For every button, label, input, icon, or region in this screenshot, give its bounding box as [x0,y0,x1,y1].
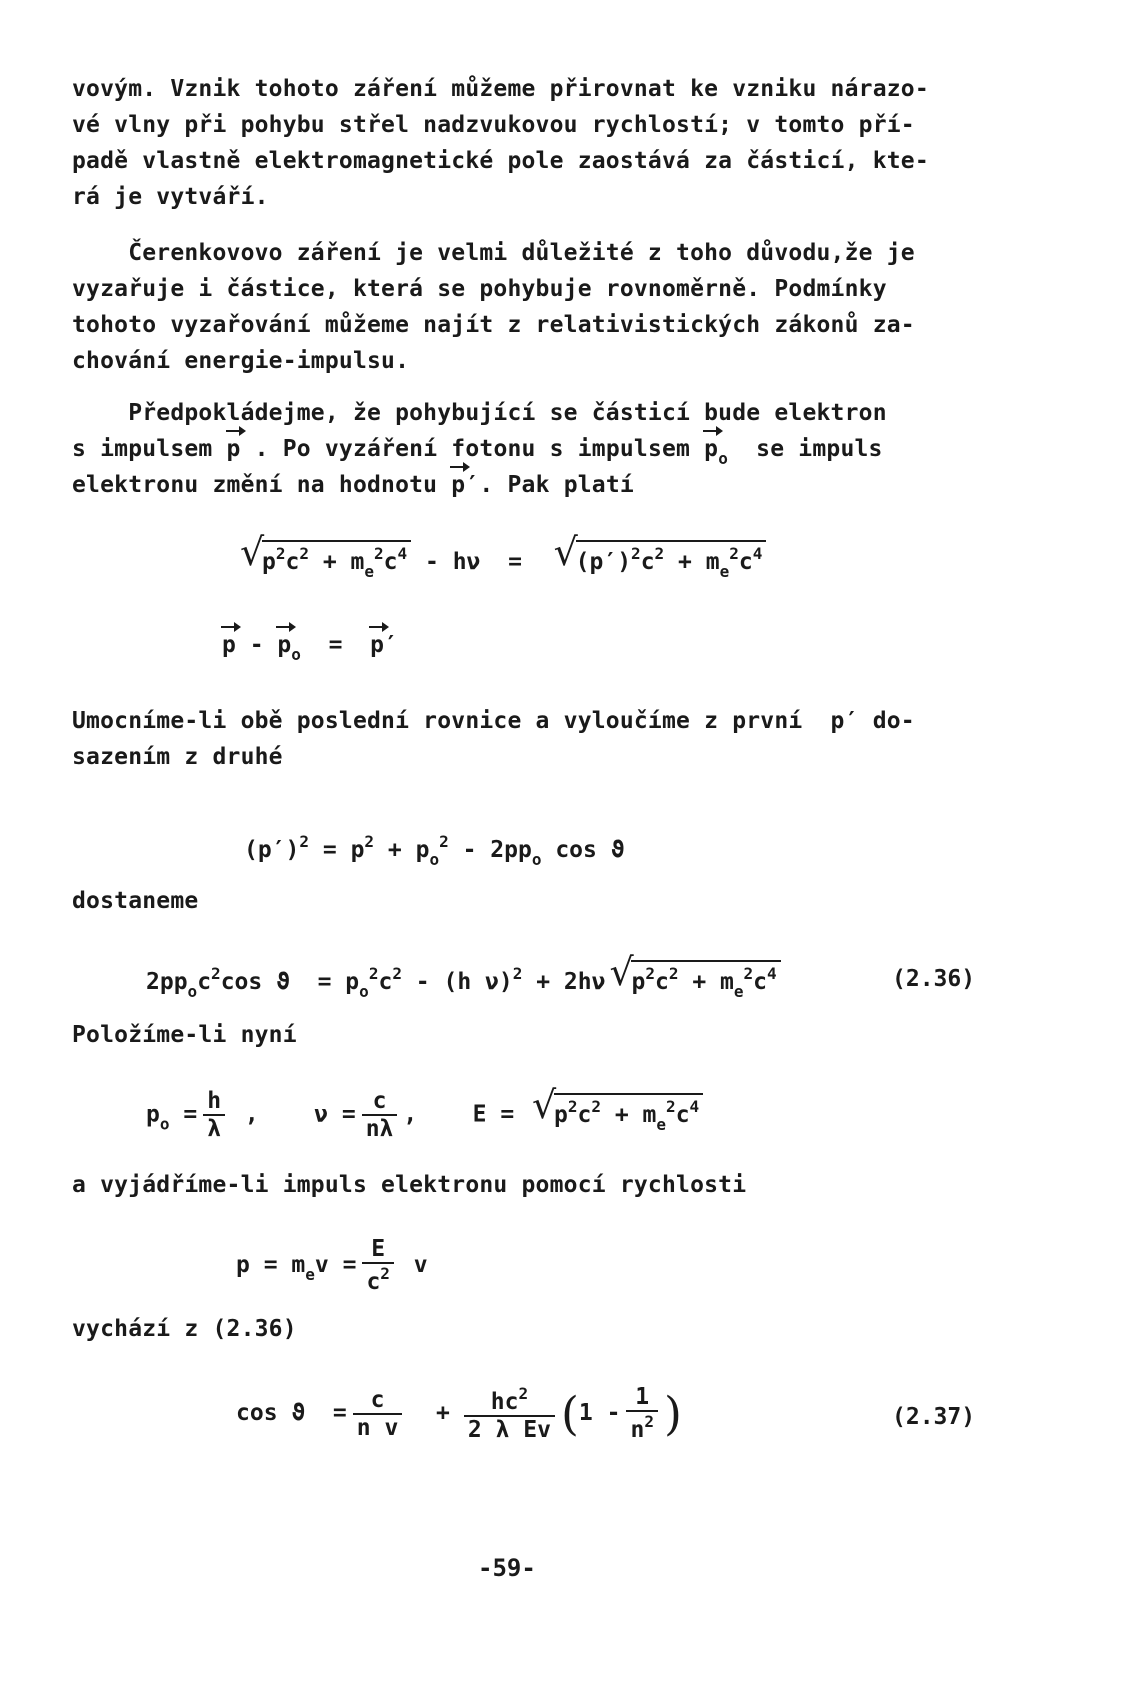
equation-squared: $(p')^2 = p^2 + p_o^2 - 2pp_o$ cos ϑ [244,832,625,869]
dostaneme-text: dostaneme [72,888,199,914]
paragraph3-line2: s impulsem p . Po vyzáření fotonu s impulsem $p_o$ se impuls [72,436,883,468]
paragraph1-line3: padě vlastně elektromagnetické pole zaostává za částicí, kte- [72,148,929,174]
p3-line2-b: . Po vyzáření fotonu s impulsem [240,436,705,462]
equation-energy: √ $p^2c^2 + m_e^2c^4 - h\nu$ = √ $(p')^2c^2 + m_e^2c^4$ [236,540,766,581]
equation-2-36: $2pp_oc^2\cos$ $ϑ = p_o^2c^2 - (h$ ν)$^2$ + 2hν √ $p^2c^2 + m_e^2c^4$ [146,960,781,1001]
equation-momentum-velocity: $p = m_ev$ = $\frac{E}{c^2}$ v [236,1236,428,1295]
paragraph3-line3: elektronu změní na hodnotu p′. Pak platí [72,472,634,498]
paragraph2-line1: Čerenkovovo záření je velmi důležité z toho důvodu,že je [72,240,915,266]
vector-p: p [226,436,241,462]
paragraph2-line4: chování energie-impulsu. [72,348,410,374]
umocnime-a: Umocníme-li obě poslední rovnice a vyloučíme z první [72,708,817,734]
p3-line2-a: s impulsem [72,436,227,462]
equation-number-2-36: (2.36) [892,966,976,992]
umocnime-line2: sazením z druhé [72,744,283,770]
p3-line3-b: . Pak platí [479,472,634,498]
paragraph1-line2: vé vlny při pohybu střel nadzvukovou rychlostí; v tomto pří- [72,112,915,138]
equation-2-37: cos ϑ = $\frac{c}{\text{n v}}$ + $\frac{hc^2}{\text{2 λ Ev}}$ (1 - $\frac{1}{n^2}$ ) [236,1384,682,1443]
equation-number-2-37: (2.37) [892,1404,976,1430]
page-number: -59- [478,1554,536,1582]
umocnime-line1: Umocníme-li obě poslední rovnice a vyloučíme z první p′ do- [72,708,915,734]
p3-line2-c: se impuls [728,436,883,462]
vector-p0: p [704,436,719,462]
vector-p-prime: p [451,472,466,498]
paragraph1-line1: vovým. Vznik tohoto záření můžeme přirovnat ke vzniku nárazo- [72,76,929,102]
paragraph2-line3: tohoto vyzařování můžeme najít z relativistických zákonů za- [72,312,915,338]
equation-momentum: $p - p_o = p'$ [222,632,398,664]
paragraph3-line1: Předpokládejme, že pohybující se částicí bude elektron [72,400,887,426]
vyjadrime-text: a vyjádříme-li impuls elektronu pomocí rychlosti [72,1172,747,1198]
equation-substitutions: $p_o$ = $\frac{h}{\lambda}$ , ν = $\frac{c}{n\lambda}$ , E = √ $p^2c^2 + m_e^2c^4$ [146,1088,703,1142]
paragraph2-line2: vyzařuje i částice, která se pohybuje rovnoměrně. Podmínky [72,276,887,302]
umocnime-b: do- [858,708,915,734]
p3-line3-a: elektronu změní na hodnotu [72,472,452,498]
paragraph1-line4: rá je vytváří. [72,184,269,210]
vychazi-text: vychází z (2.36) [72,1316,297,1342]
polozime-text: Položíme-li nyní [72,1022,297,1048]
